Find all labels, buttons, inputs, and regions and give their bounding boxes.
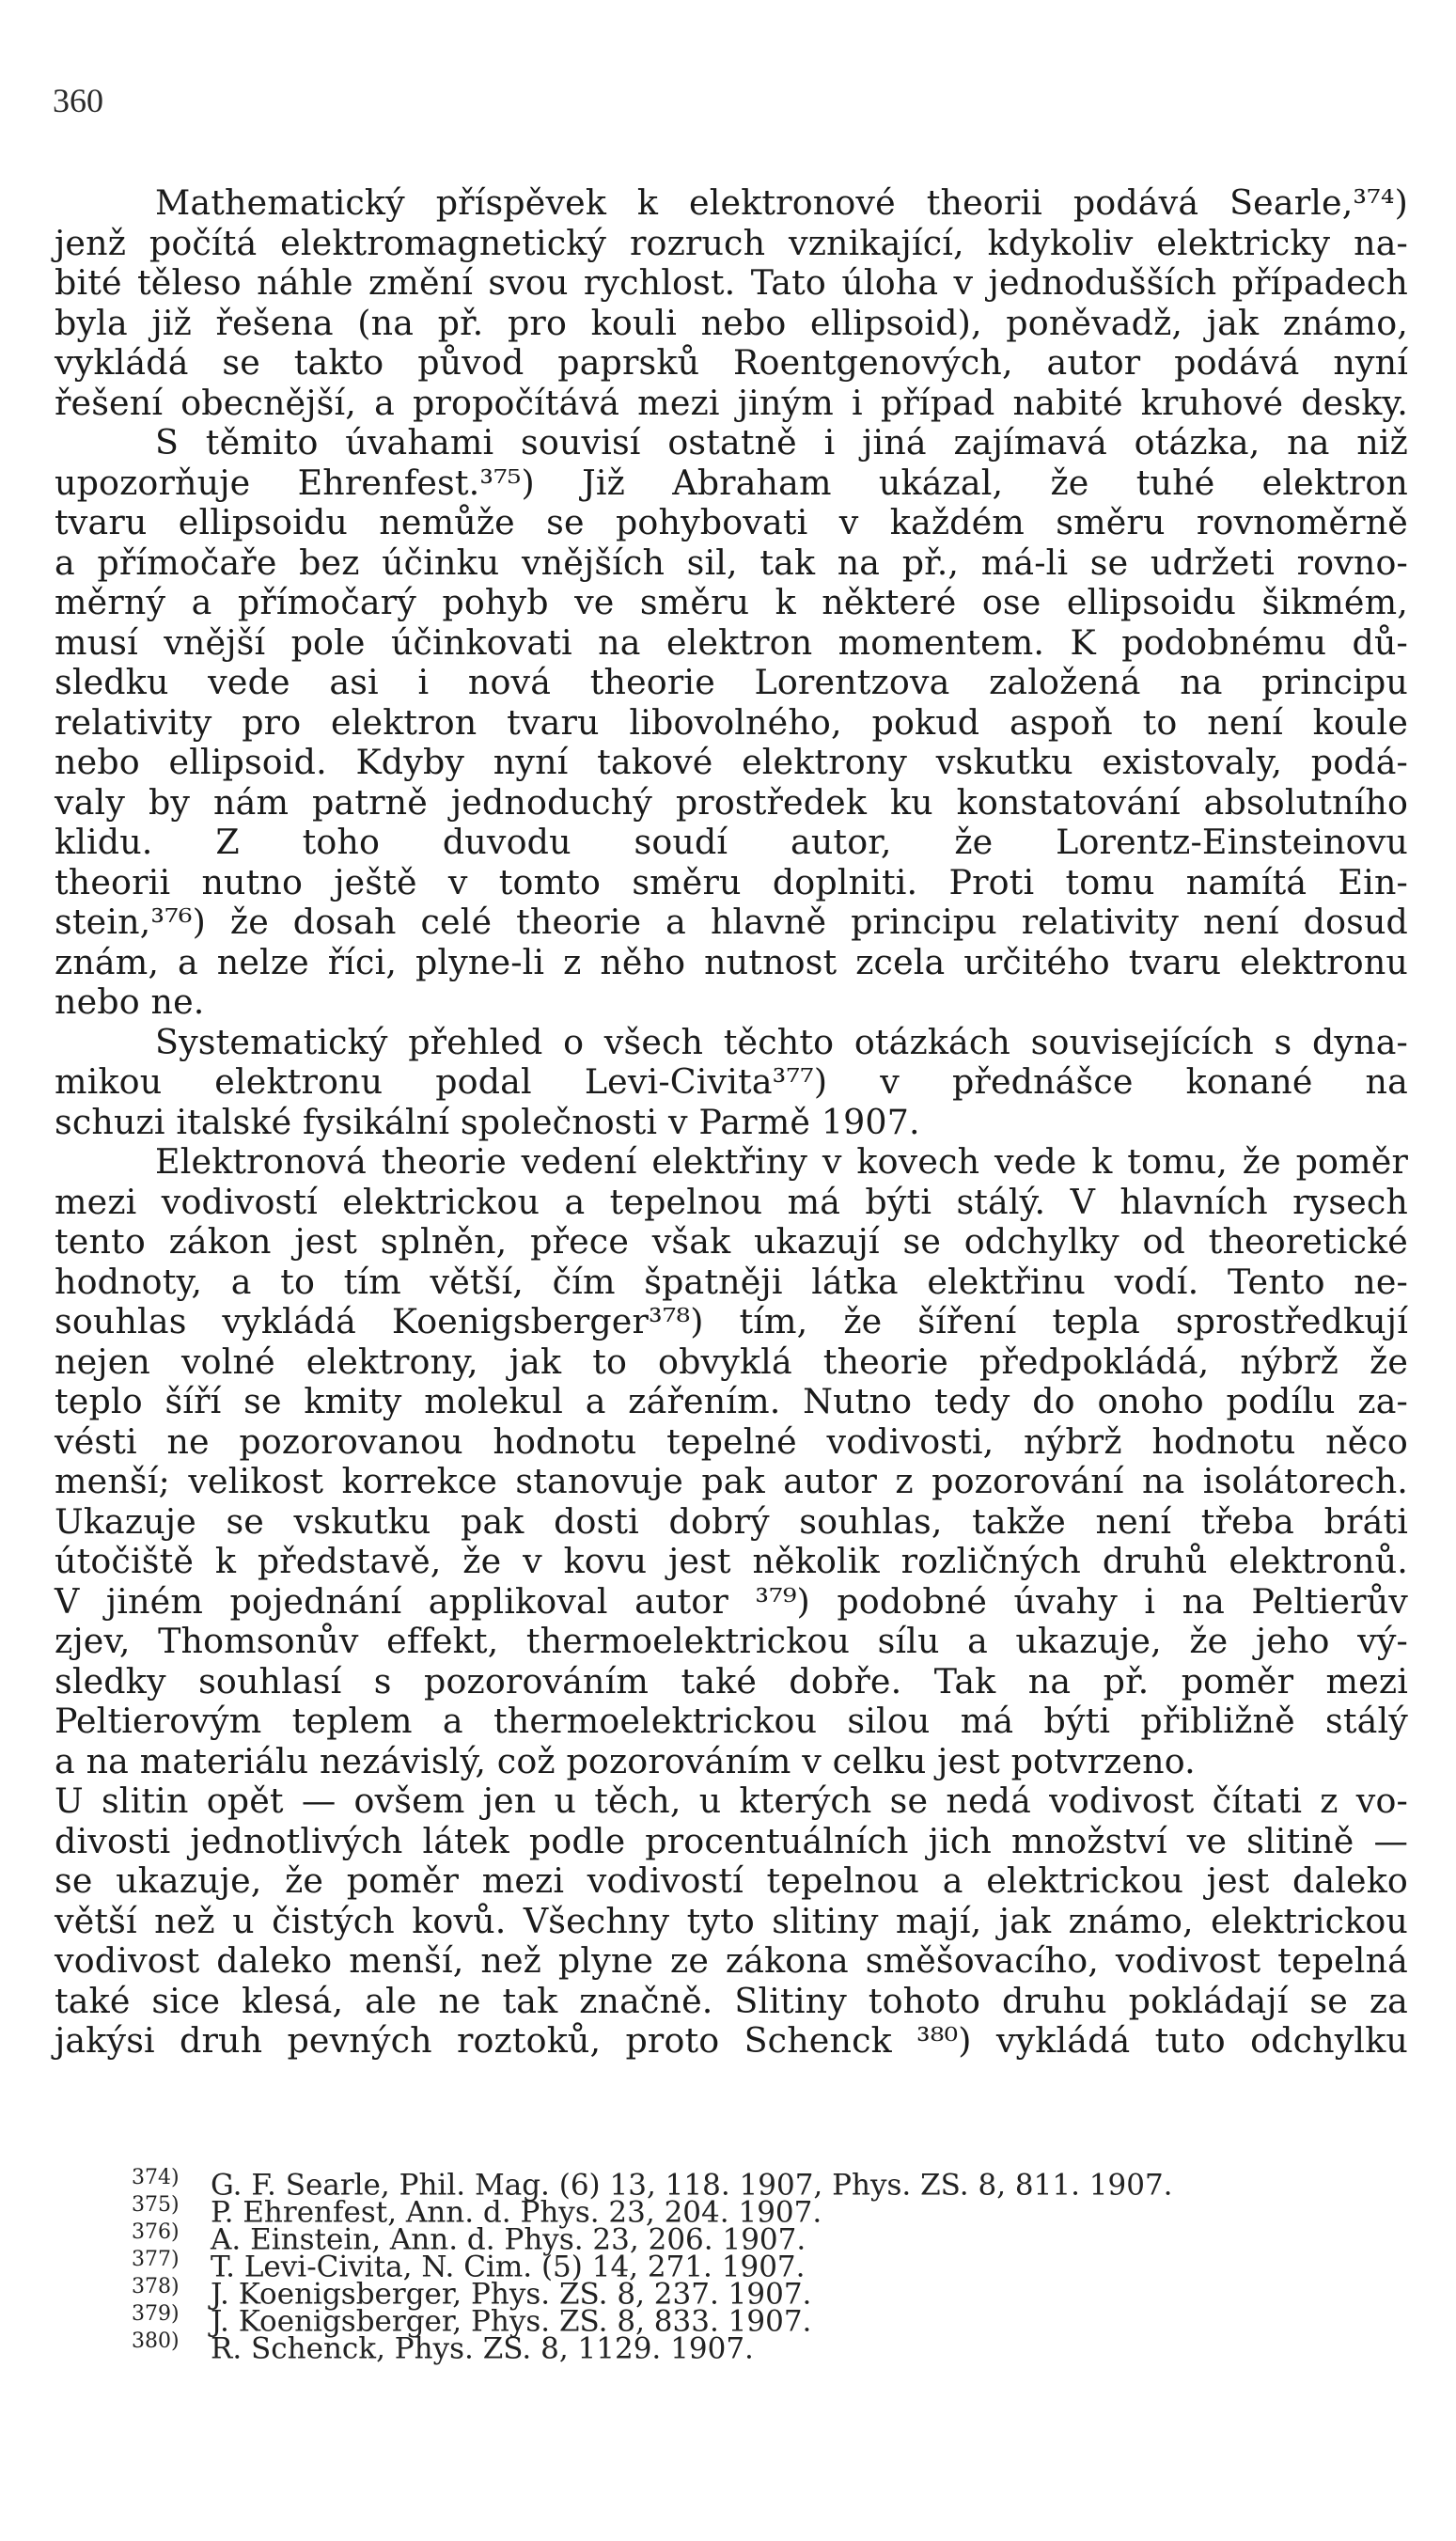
text-line: tento zákon jest splněn, přece však ukazují se odchylky od theoretické: [55, 1221, 1408, 1262]
text-line: U slitin opět — ovšem jen u těch, u kterých se nedá vodivost čítati z vo-: [55, 1780, 1408, 1821]
text-line: znám, a nelze říci, plyne-li z něho nutnost zcela určitého tvaru elektronu: [55, 941, 1408, 982]
text-line: bité těleso náhle změní svou rychlost. Tato úloha v jednodušších případech: [55, 262, 1408, 303]
text-line: theorii nutno ještě v tomto směru doplniti. Proti tomu namítá Ein-: [55, 861, 1408, 902]
footnote-number: 378): [132, 2275, 180, 2298]
text-line: klidu. Z toho duvodu soudí autor, že Lorentz-Einsteinovu: [55, 822, 1408, 862]
footnote-text: G. F. Searle, Phil. Mag. (6) 13, 118. 1907, Phys. ZS. 8, 811. 1907.: [211, 2168, 1173, 2203]
footnote-text: J. Koenigsberger, Phys. ZS. 8, 833. 1907.: [211, 2304, 812, 2339]
text-line: mezi vodivostí elektrickou a tepelnou má býti stálý. V hlavních rysech: [55, 1181, 1408, 1222]
footnote-number: 379): [132, 2302, 180, 2326]
text-line: teplo šíří se kmity molekul a zářením. Nutno tedy do onoho podílu za-: [55, 1381, 1408, 1421]
text-line: Elektronová theorie vedení elektřiny v kovech vede k tomu, že poměr: [155, 1141, 1408, 1182]
footnote-number: 375): [132, 2193, 180, 2217]
text-line: větší než u čistých kovů. Všechny tyto slitiny mají, jak známo, elektrickou: [55, 1900, 1408, 1941]
text-line: relativity pro elektron tvaru libovolného, pokud aspoň to není koule: [55, 701, 1408, 743]
text-line: schuzi italské fysikální společnosti v Parmě 1907.: [55, 1101, 920, 1142]
text-line: mikou elektronu podal Levi-Civita³⁷⁷) v přednášce konané na: [55, 1061, 1408, 1102]
text-line: a přímočaře bez účinku vnějších sil, tak na př., má-li se udržeti rovno-: [55, 541, 1408, 583]
page-number: 360: [53, 82, 103, 119]
text-line: měrný a přímočarý pohyb ve směru k některé ose ellipsoidu šikmém,: [55, 582, 1408, 622]
text-line: upozorňuje Ehrenfest.³⁷⁵) Již Abraham ukázal, že tuhé elektron: [55, 462, 1408, 503]
text-line: také sice klesá, ale ne tak značně. Slitiny tohoto druhu pokládají se za: [55, 1980, 1408, 2021]
footnote: [132, 2326, 754, 2364]
text-line: nebo ellipsoid. Kdyby nyní takové elektrony vskutku existovaly, podá-: [55, 742, 1408, 782]
text-line: souhlas vykládá Koenigsberger³⁷⁸) tím, že šíření tepla sprostředkují: [55, 1301, 1408, 1341]
text-line: a na materiálu nezávislý, což pozorováním v celku jest potvrzeno.: [55, 1740, 1196, 1781]
text-line: zjev, Thomsonův effekt, thermoelektrickou sílu a ukazuje, že jeho vý-: [55, 1621, 1408, 1661]
text-line: řešení obecnější, a propočítává mezi jiným i případ nabité kruhové desky.: [55, 382, 1408, 423]
text-line: S těmito úvahami souvisí ostatně i jiná zajímavá otázka, na niž: [155, 422, 1408, 463]
text-line: tvaru ellipsoidu nemůže se pohybovati v každém směru rovnoměrně: [55, 502, 1408, 542]
text-line: byla již řešena (na př. pro kouli nebo ellipsoid), poněvadž, jak známo,: [55, 302, 1408, 343]
text-line: V jiném pojednání applikoval autor ³⁷⁹) podobné úvahy i na Peltierův: [55, 1580, 1408, 1622]
text-line: sledky souhlasí s pozorováním také dobře. Tak na př. poměr mezi: [55, 1660, 1408, 1702]
text-line: vykládá se takto původ paprsků Roentgenových, autor podává nyní: [55, 342, 1408, 383]
footnote-number: 380): [132, 2329, 180, 2353]
text-line: musí vnější pole účinkovati na elektron momentem. K podobnému dů-: [55, 621, 1408, 663]
footnote-text: T. Levi-Civita, N. Cim. (5) 14, 271. 1907.: [211, 2250, 806, 2284]
text-line: jenž počítá elektromagnetický rozruch vznikající, kdykoliv elektricky na-: [55, 222, 1408, 263]
text-line: Systematický přehled o všech těchto otázkách souvisejících s dyna-: [155, 1021, 1408, 1062]
text-line: divosti jednotlivých látek podle procentuálních jich množství ve slitině —: [55, 1820, 1408, 1861]
text-line: nebo ne.: [55, 981, 205, 1022]
footnote-text: A. Einstein, Ann. d. Phys. 23, 206. 1907.: [211, 2222, 806, 2257]
text-line: jakýsi druh pevných roztoků, proto Schenck ³⁸⁰) vykládá tuto odchylku: [55, 2020, 1408, 2061]
footnote-text: J. Koenigsberger, Phys. ZS. 8, 237. 1907.: [211, 2277, 812, 2312]
text-line: vésti ne pozorovanou hodnotu tepelné vodivosti, nýbrž hodnotu něco: [55, 1420, 1408, 1462]
text-line: stein,³⁷⁶) že dosah celé theorie a hlavně principu relativity není dosud: [55, 902, 1408, 942]
text-line: Peltierovým teplem a thermoelektrickou silou má býti přibližně stálý: [55, 1701, 1408, 1741]
footnote-number: 377): [132, 2248, 180, 2271]
text-line: Ukazuje se vskutku pak dosti dobrý souhlas, takže není třeba bráti: [55, 1500, 1408, 1542]
text-line: se ukazuje, že poměr mezi vodivostí tepelnou a elektrickou jest daleko: [55, 1860, 1408, 1901]
text-line: hodnoty, a to tím větší, čím špatněji látka elektřinu vodí. Tento ne-: [55, 1261, 1408, 1302]
footnote-number: 374): [132, 2166, 180, 2189]
text-line: sledku vede asi i nová theorie Lorentzova založená na principu: [55, 662, 1408, 702]
text-line: valy by nám patrně jednoduchý prostředek ku konstatování absolutního: [55, 781, 1408, 823]
footnote-number: 376): [132, 2220, 180, 2244]
text-line: vodivost daleko menší, než plyne ze zákona směšovacího, vodivost tepelná: [55, 1940, 1408, 1981]
text-line: Mathematický příspěvek k elektronové theorii podává Searle,³⁷⁴): [155, 182, 1408, 223]
text-line: nejen volné elektrony, jak to obvyklá theorie předpokládá, nýbrž že: [55, 1341, 1408, 1382]
footnote-text: P. Ehrenfest, Ann. d. Phys. 23, 204. 1907.: [211, 2195, 822, 2230]
text-line: útočiště k představě, že v kovu jest několik rozličných druhů elektronů.: [55, 1541, 1408, 1581]
footnote-text: R. Schenck, Phys. ZS. 8, 1129. 1907.: [211, 2331, 754, 2366]
text-line: menší; velikost korrekce stanovuje pak autor z pozorování na isolátorech.: [55, 1461, 1408, 1501]
